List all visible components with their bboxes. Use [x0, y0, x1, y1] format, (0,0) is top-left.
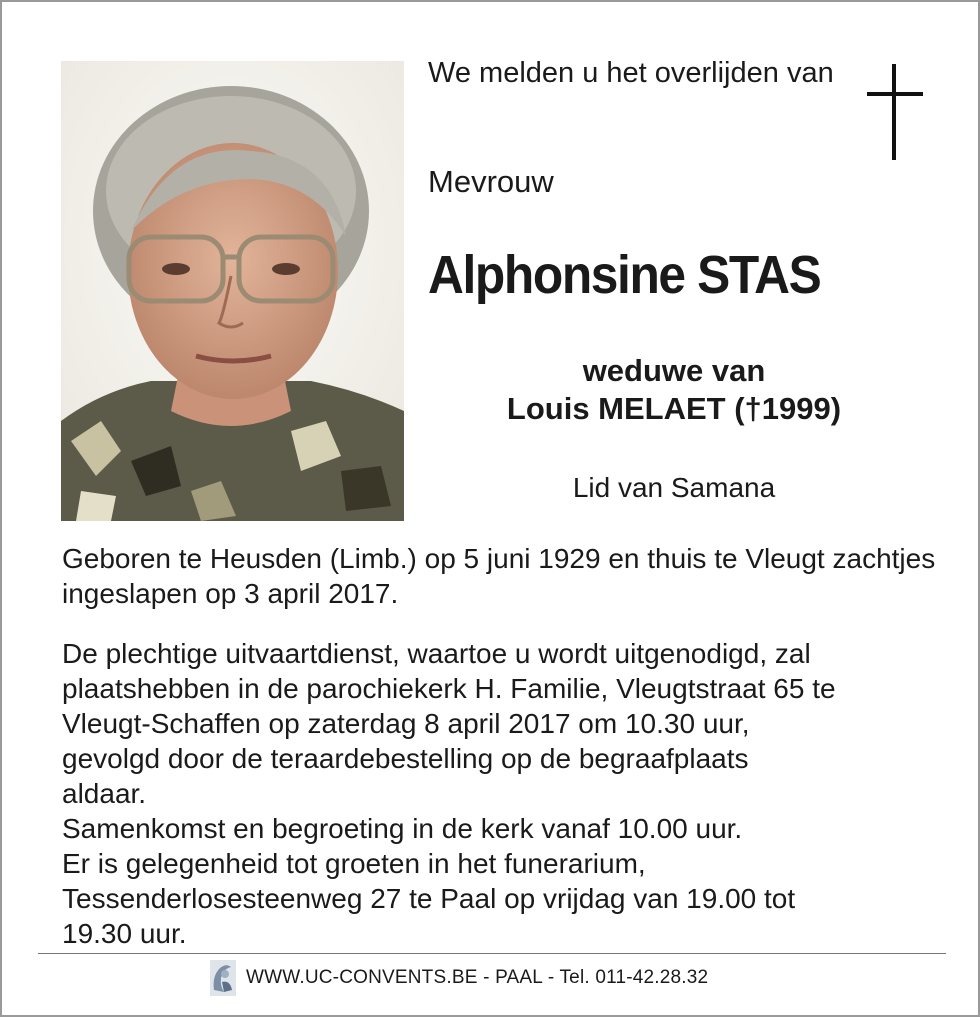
service-line: Vleugt-Schaffen op zaterdag 8 april 2017 om 10.30 uur,: [62, 708, 750, 739]
membership-text: Lid van Samana: [572, 472, 776, 503]
service-line: aldaar.: [62, 778, 147, 809]
service-details: [62, 636, 942, 951]
portrait-photo: [61, 61, 404, 521]
deceased-name: Alphonsine STAS: [428, 245, 821, 305]
cross-icon: [867, 64, 923, 160]
honorific: Mevrouw: [428, 164, 554, 199]
intro-text: We melden u het overlijden van: [428, 57, 834, 89]
footer-divider: [38, 953, 946, 954]
service-line: 19.30 uur.: [62, 918, 187, 949]
funeral-home-logo-icon: [210, 960, 236, 996]
footer: [210, 959, 708, 997]
service-line: Tessenderlosesteenweg 27 te Paal op vrijdag van 19.00 tot: [62, 883, 796, 914]
service-line: De plechtige uitvaartdienst, waartoe u wordt uitgenodigd, zal: [62, 638, 811, 669]
service-line: Er is gelegenheid tot groeten in het funerarium,: [62, 848, 646, 879]
service-line: gevolgd door de teraardebestelling op de begraafplaats: [62, 743, 749, 774]
widow-info: [428, 352, 920, 428]
birth-death-details: Geboren te Heusden (Limb.) op 5 juni 1929 en thuis te Vleugt zachtjes ingeslapen op 3 april 2017.: [62, 543, 936, 609]
service-line: Samenkomst en begroeting in de kerk vanaf 10.00 uur.: [62, 813, 743, 844]
widow-label: weduwe van: [582, 353, 766, 388]
spouse-name: Louis MELAET (†1999): [506, 391, 842, 426]
service-line: plaatshebben in de parochiekerk H. Familie, Vleugtstraat 65 te: [62, 673, 836, 704]
footer-contact: WWW.UC-CONVENTS.BE - PAAL - Tel. 011-42.28.32: [246, 967, 709, 988]
